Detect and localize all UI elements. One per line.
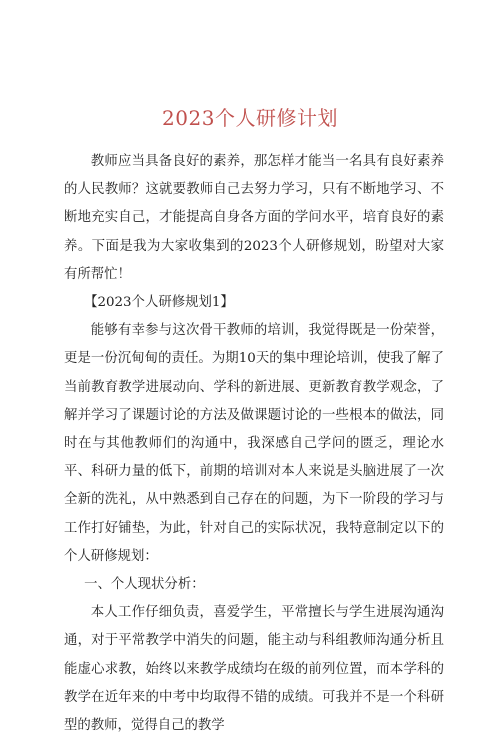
plan-1-paragraph: 能够有幸参与这次骨干教师的培训，我觉得既是一份荣誉，更是一份沉甸甸的责任。为期10天的集中理论培训，使我了解了当前教育教学进展动向、学科的新进展、更新教育教学观念，了解并学习了课题讨论的方法及做课题讨论的一些根本的做法，同时在与其他教师们的沟通中，我深感自己学问的匮乏，理论水平、科研力量的低下，前期的培训对本人来说是头脑进展了一次全新的洗礼，从中熟悉到自己存在的问题，为下一阶段的学习与工作打好铺垫，为此，针对自己的实际状况，我特意制定以下的个人研修规划： — [64, 323, 444, 564]
section-heading-plan-1: 【2023个人研修规划1】 — [84, 295, 234, 311]
document-title: 2023个人研修计划 — [162, 106, 338, 130]
section-heading-status-analysis: 一、个人现状分析： — [84, 577, 205, 593]
document-body — [64, 148, 444, 740]
status-analysis-paragraph: 本人工作仔细负责，喜爱学生，平常擅长与学生进展沟通沟通，对于平常教学中消失的问题，能主动与科组教师沟通分析且能虚心求教，始终以来教学成绩均在级的前列位置，而本学科的教学在近年来的中考中均取得不错的成绩。可我并不是一个科研型的教师，觉得自己的教学 — [64, 605, 444, 734]
intro-paragraph: 教师应当具备良好的素养，那怎样才能当一名具有良好素养的人民教师？这就要教师自己去努力学习，只有不断地学习、不断地充实自己，才能提高自身各方面的学问水平，培育良好的素养。下面是我为大家收集到的2023个人研修规划，盼望对大家有所帮忙！ — [64, 154, 444, 282]
